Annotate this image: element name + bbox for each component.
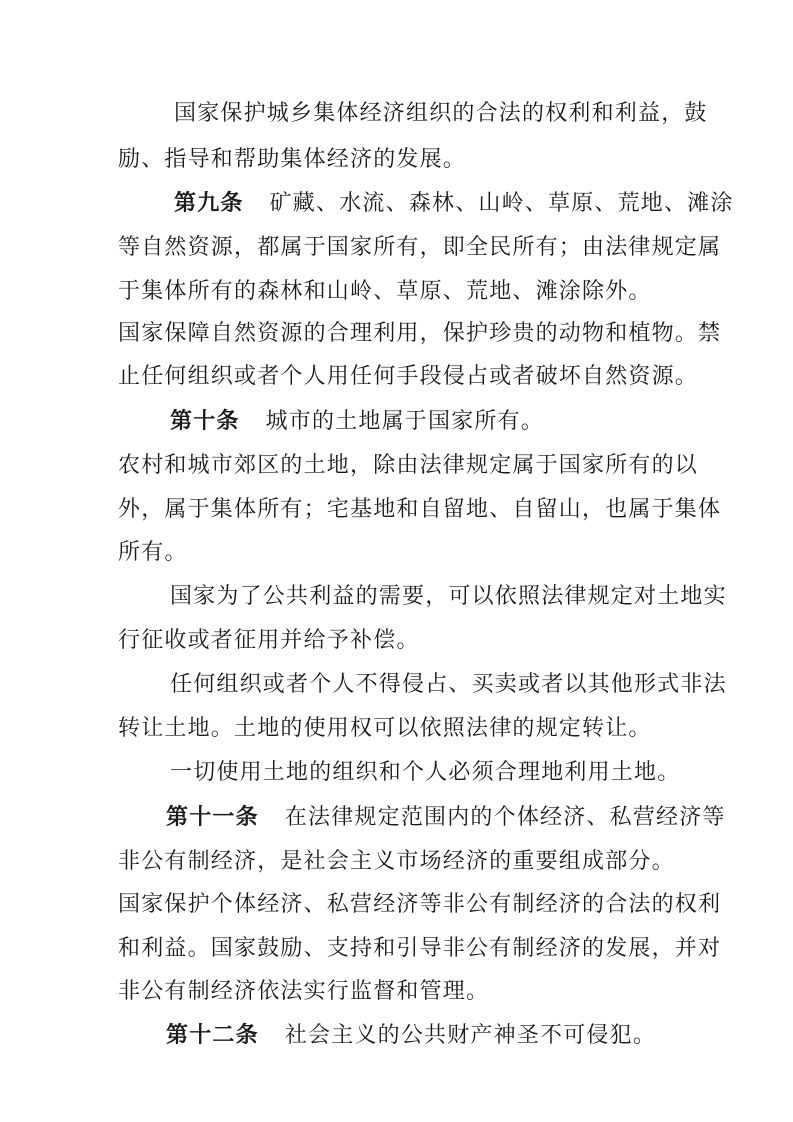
text-line: 励、指导和帮助集体经济的发展。 <box>118 147 467 172</box>
text-line: 转让土地。土地的使用权可以依照法律的规定转让。 <box>118 716 652 741</box>
text-line: 等自然资源，都属于国家所有，即全民所有；由法律规定属 <box>118 235 722 260</box>
text-line: 非公有制经济依法实行监督和管理。 <box>118 979 490 1004</box>
text-line: 一切使用土地的组织和个人必须合理地利用土地。 <box>170 760 681 785</box>
text-line: 矿藏、水流、森林、山岭、草原、荒地、滩涂 <box>269 191 734 216</box>
text-line: 国家保障自然资源的合理利用，保护珍贵的动物和植物。禁 <box>118 321 722 346</box>
text-line: 和利益。国家鼓励、支持和引导非公有制经济的发展，并对 <box>118 936 722 961</box>
text-line: 国家为了公共利益的需要，可以依照法律规定对土地实 <box>170 584 727 609</box>
text-line: 任何组织或者个人不得侵占、买卖或者以其他形式非法 <box>170 672 727 697</box>
article-12-heading: 第十二条 <box>166 1023 259 1048</box>
text-line: 国家保护城乡集体经济组织的合法的权利和利益，鼓 <box>174 101 708 126</box>
article-11-heading: 第十一条 <box>166 805 259 830</box>
article-11-paragraph <box>166 804 726 832</box>
article-12-paragraph <box>166 1022 656 1050</box>
text-line: 止任何组织或者个人用任何手段侵占或者破坏自然资源。 <box>118 364 699 389</box>
text-line: 在法律规定范围内的个体经济、私营经济等 <box>284 805 726 830</box>
text-line: 行征收或者征用并给予补偿。 <box>118 628 420 653</box>
text-line: 农村和城市郊区的土地，除由法律规定属于国家所有的以 <box>118 453 699 478</box>
article-9-paragraph <box>174 190 734 218</box>
text-line: 所有。 <box>118 540 188 565</box>
text-line: 城市的土地属于国家所有。 <box>265 409 545 434</box>
text-line: 于集体所有的森林和山岭、草原、荒地、滩涂除外。 <box>118 279 652 304</box>
article-10-paragraph <box>170 408 544 436</box>
text-line: 非公有制经济，是社会主义市场经济的重要组成部分。 <box>118 849 675 874</box>
article-10-heading: 第十条 <box>170 409 240 434</box>
text-line: 国家保护个体经济、私营经济等非公有制经济的合法的权利 <box>118 892 722 917</box>
text-line: 外，属于集体所有；宅基地和自留地、自留山，也属于集体 <box>118 497 722 522</box>
text-line: 社会主义的公共财产神圣不可侵犯。 <box>284 1023 657 1048</box>
article-9-heading: 第九条 <box>174 191 244 216</box>
